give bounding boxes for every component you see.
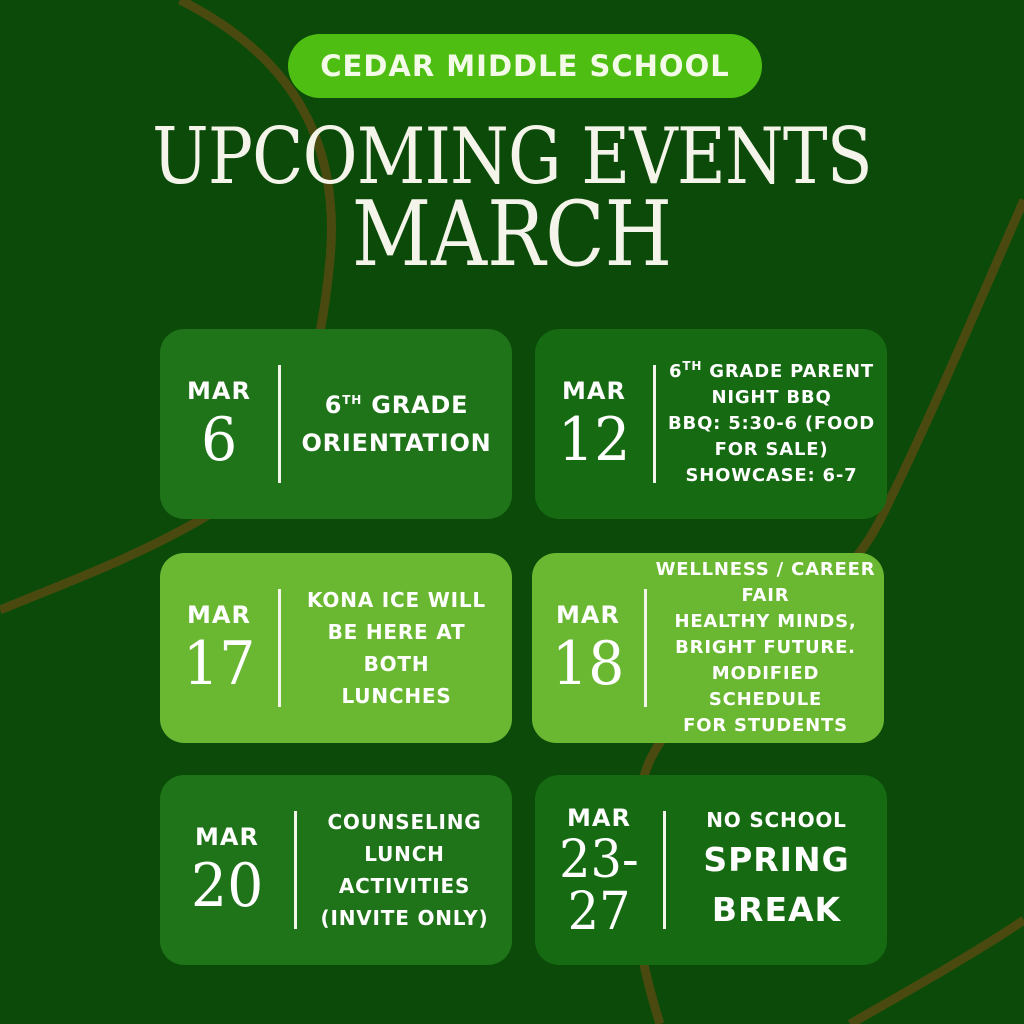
event-description: 6TH GRADE PARENT NIGHT BBQ BBQ: 5:30-6 (FOOD FOR SALE) SHOWCASE: 6-7	[668, 359, 875, 486]
event-day: 6	[200, 405, 238, 475]
event-day: 18	[551, 629, 625, 699]
event-month: MAR	[562, 377, 626, 405]
event-description: COUNSELING LUNCH ACTIVITIES (INVITE ONLY)	[320, 810, 489, 930]
event-month: MAR	[195, 823, 259, 851]
event-day: 20	[190, 851, 264, 921]
event-description: WELLNESS / CAREER FAIR HEALTHY MINDS, BRIGHT FUTURE. MODIFIED SCHEDULE FOR STUDENTS	[655, 559, 876, 736]
event-card-mar-23-27	[535, 775, 887, 965]
event-card-mar-6	[160, 329, 512, 519]
event-day-range-start: 23-	[559, 830, 639, 890]
title-upcoming-events: UPCOMING EVENTS	[152, 112, 872, 202]
event-day: 17	[182, 629, 256, 699]
event-day: 12	[557, 405, 631, 475]
event-date	[160, 823, 294, 921]
event-date	[535, 804, 663, 942]
event-date	[532, 601, 644, 699]
event-day-range-end: 27	[567, 882, 631, 942]
event-date	[160, 601, 278, 699]
title-month: MARCH	[351, 182, 673, 287]
event-card-mar-18	[532, 553, 884, 743]
event-description: NO SCHOOL SPRING BREAK	[703, 808, 850, 929]
event-card-mar-12	[535, 329, 887, 519]
event-month: MAR	[567, 804, 631, 832]
event-card-mar-20	[160, 775, 512, 965]
event-card-mar-17	[160, 553, 512, 743]
school-name-badge	[288, 34, 762, 98]
event-month: MAR	[556, 601, 620, 629]
event-month: MAR	[187, 601, 251, 629]
event-month: MAR	[187, 377, 251, 405]
event-date	[535, 377, 653, 475]
event-description: KONA ICE WILL BE HERE AT BOTH LUNCHES	[307, 588, 486, 708]
event-date	[160, 377, 278, 475]
event-description: 6TH GRADE ORIENTATION	[301, 391, 492, 457]
school-name: CEDAR MIDDLE SCHOOL	[320, 49, 730, 83]
